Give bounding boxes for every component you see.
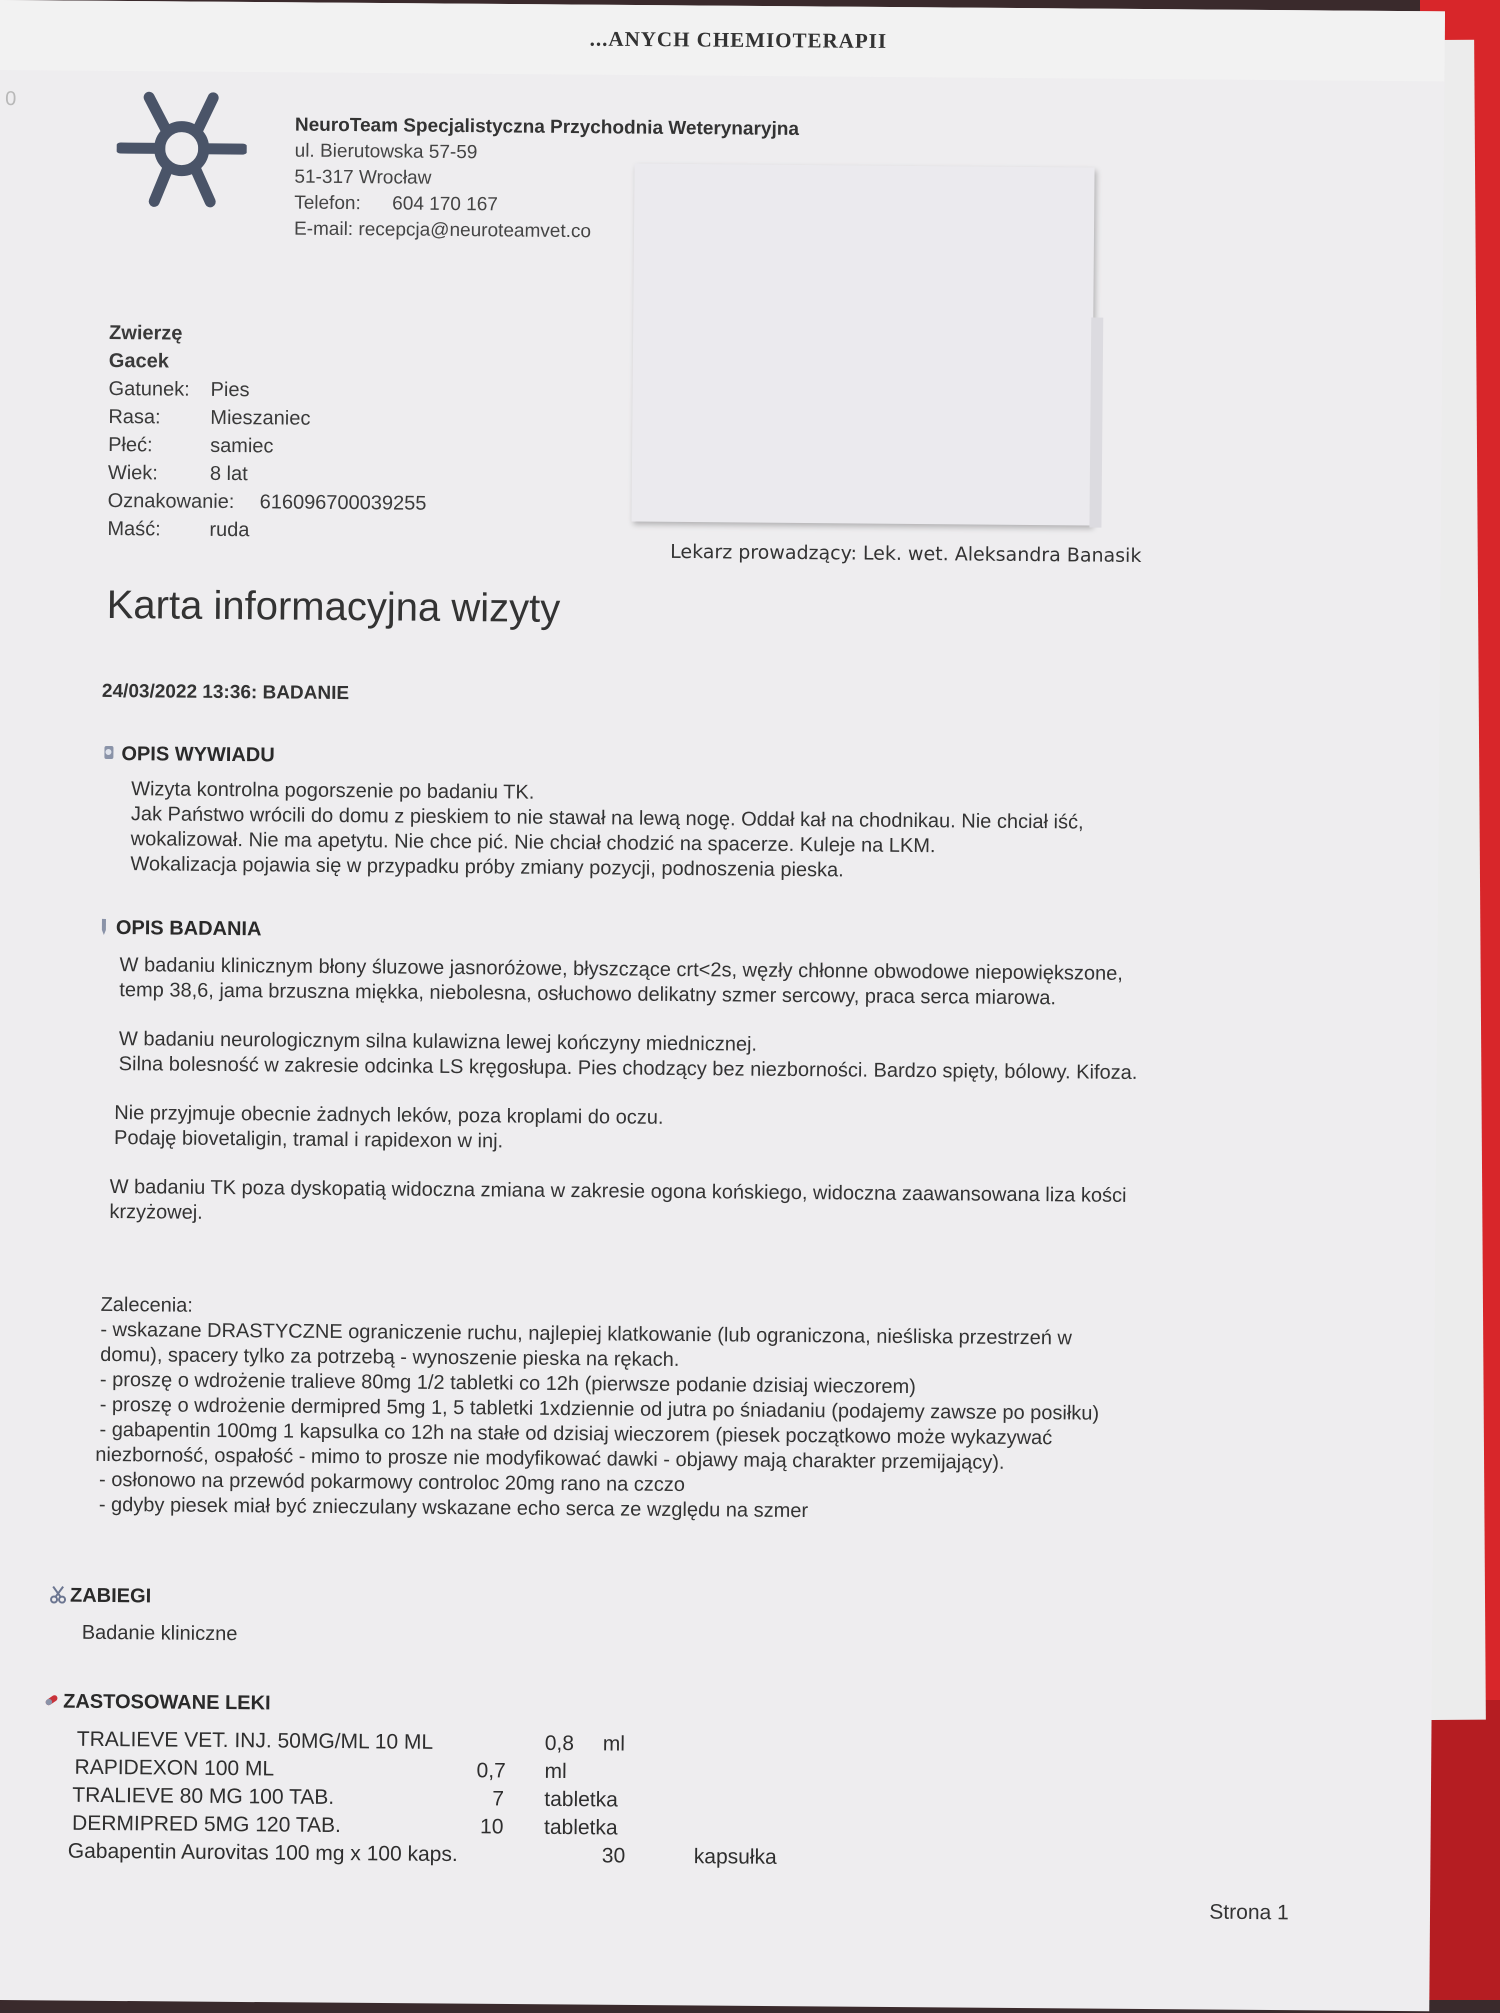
animal-field [108, 487, 427, 518]
procedures-heading [50, 1584, 151, 1608]
exam-line: W badaniu TK poza dyskopatią widoczna zmiana w zakresie ogona końskiego, widoczna zaawansowana liza kości [110, 1175, 1137, 1209]
animal-field-value: 8 lat [210, 463, 248, 485]
exam-line: Nie przyjmuje obecnie żadnych leków, poza kroplami do oczu. [114, 1101, 1137, 1135]
recommendation-line: - proszę o wdrożenie dermipred 5mg 1, 5 tabletki 1xdziennie od jutra po śniadaniu (podajemy zawsze po posiłku) [100, 1393, 1100, 1427]
animal-heading: Zwierzę [109, 319, 428, 350]
animal-field [108, 431, 427, 462]
clinic-city: 51-317 Wrocław [294, 165, 798, 195]
medication-qty: 0,7 [476, 1757, 505, 1785]
clinic-street: ul. Bierutowska 57-59 [295, 139, 799, 169]
recommendation-line: - gdyby piesek miał być znieczulany wskazane echo serca ze względu na szmer [99, 1493, 1099, 1527]
medication-qty: 0,8 [545, 1730, 574, 1758]
animal-info [107, 319, 428, 546]
medication-name: TRALIEVE VET. INJ. 50MG/ML 10 ML [77, 1726, 434, 1757]
visit-date: 24/03/2022 13:36: BADANIE [102, 681, 349, 705]
recommendations [99, 1293, 1100, 1527]
medication-qty: 10 [480, 1813, 504, 1841]
procedures-list [82, 1621, 238, 1647]
interview-line: Wokalizacja pojawia się w przypadku próby zmiany pozycji, podnoszenia pieska. [130, 852, 1083, 885]
medications-heading-text: ZASTOSOWANE LEKI [63, 1691, 271, 1715]
animal-field-label: Oznakowanie: [108, 487, 260, 516]
exam-line: temp 38,6, jama brzuszna miękka, niebolesna, osłuchowo delikatny szmer sercowy, praca serca miarowa. [119, 978, 1138, 1012]
clinic-email: recepcja@neuroteamvet.co [358, 219, 591, 242]
underlying-page-banner: ...ANYCH CHEMIOTERAPII [590, 27, 888, 54]
medication-unit: kapsułka [694, 1843, 777, 1872]
animal-field [107, 515, 426, 546]
medications-heading [43, 1690, 271, 1715]
animal-field-value: Mieszaniec [210, 407, 310, 430]
medication-unit: ml [603, 1730, 625, 1758]
page-number: Strona 1 [1209, 1901, 1289, 1926]
medication-qty: 30 [602, 1842, 626, 1870]
medication-name: RAPIDEXON 100 ML [74, 1754, 274, 1784]
attending-vet: Lekarz prowadzący: Lek. wet. Aleksandra Banasik [670, 541, 1141, 567]
exam-line: W badaniu klinicznym błony śluzowe jasnoróżowe, błyszczące crt<2s, węzły chłonne obwodowe niepowiększone, [119, 953, 1138, 987]
medication-unit: tabletka [544, 1786, 618, 1815]
clinic-logo-icon [116, 83, 247, 214]
recommendations-heading: Zalecenia: [101, 1293, 1101, 1327]
recommendation-line: - osłonowo na przewód pokarmowy controloc 20mg rano na czczo [99, 1468, 1099, 1502]
recommendation-line: domu), spacery tylko za potrzebą - wynoszenie pieska na rękach. [100, 1343, 1100, 1377]
redaction-note [631, 164, 1094, 526]
animal-field-value: samiec [210, 435, 274, 458]
redaction-fold [1089, 318, 1103, 528]
procedures-heading-text: ZABIEGI [70, 1585, 151, 1608]
medication-name: DERMIPRED 5MG 120 TAB. [72, 1810, 341, 1840]
clinic-phone-label: Telefon: [294, 191, 392, 218]
medications-table [68, 1726, 69, 1866]
medication-name: TRALIEVE 80 MG 100 TAB. [72, 1782, 334, 1812]
exam-text [117, 953, 1138, 1234]
recommendation-line: - gabapentin 100mg 1 kapsulka co 12h na stałe od dzisiaj wieczorem (piesek początkowo może wykazywać [99, 1418, 1099, 1452]
interview-line: wokalizował. Nie ma apetytu. Nie chce pić. Nie chciał chodzić na spacerze. Kuleje na LKM. [131, 827, 1084, 860]
medication-qty: 7 [492, 1785, 504, 1813]
page-title: Karta informacyjna wizyty [107, 583, 561, 632]
procedure-item: Badanie kliniczne [82, 1621, 238, 1647]
recommendation-line: niezborność, ospałość - mimo to prosze nie modyfikować dawki - objawy mają charakter przemijający). [95, 1443, 1099, 1477]
exam-line: Silna bolesność w zakresie odcinka LS kręgosłupa. Pies chodzący bez niezborności. Bardzo spięty, bólowy. Kifoza. [119, 1052, 1138, 1086]
interview-heading-text: OPIS WYWIADU [121, 743, 275, 766]
animal-field [108, 403, 427, 434]
interview-line: Jak Państwo wrócili do domu z pieskiem to nie stawał na lewą nogę. Oddał kał na chodnikau. Nie chciał iść, [131, 802, 1084, 835]
medication-unit: tabletka [544, 1814, 618, 1843]
exam-icon [96, 918, 112, 936]
exam-heading-text: OPIS BADANIA [116, 917, 262, 940]
animal-name: Gacek [109, 347, 428, 378]
animal-field-label: Gatunek: [108, 375, 210, 404]
interview-text [130, 777, 1084, 885]
exam-heading [96, 917, 262, 941]
animal-field [108, 459, 427, 490]
scissors-icon [50, 1585, 66, 1603]
animal-field-value: 616096700039255 [260, 491, 427, 514]
clinic-email-label: E-mail: [294, 219, 353, 241]
exam-line: Podaję biovetaligin, tramal i rapidexon w inj. [114, 1126, 1137, 1160]
animal-field-label: Wiek: [108, 459, 210, 488]
exam-line: W badaniu neurologicznym silna kulawizna lewej kończyny miednicznej. [119, 1027, 1138, 1061]
interview-line: Wizyta kontrolna pogorszenie po badaniu TK. [131, 777, 1084, 810]
pill-icon [43, 1691, 59, 1709]
underlying-page-fragment: 0 [5, 88, 16, 111]
interview-icon [101, 744, 117, 762]
medication-name: Gabapentin Aurovitas 100 mg x 100 kaps. [68, 1838, 458, 1869]
animal-field-value: ruda [209, 519, 249, 541]
clinic-name: NeuroTeam Specjalistyczna Przychodnia Weterynaryjna [295, 113, 799, 143]
animal-field-value: Pies [211, 379, 250, 401]
recommendation-line: - wskazane DRASTYCZNE ograniczenie ruchu, najlepiej klatkowanie (lub ograniczona, nieśliska przestrzeń w [100, 1318, 1100, 1352]
animal-field [108, 375, 427, 406]
recommendation-line: - proszę o wdrożenie tralieve 80mg 1/2 tabletki co 12h (pierwsze podanie dzisiaj wieczorem) [100, 1368, 1100, 1402]
interview-heading [101, 743, 275, 768]
animal-field-label: Płeć: [108, 431, 210, 460]
animal-field-label: Rasa: [108, 403, 210, 432]
medication-unit: ml [544, 1758, 566, 1786]
clinic-phone: 604 170 167 [392, 193, 498, 215]
exam-line: krzyżowej. [109, 1200, 1136, 1234]
animal-field-label: Maść: [107, 515, 209, 544]
